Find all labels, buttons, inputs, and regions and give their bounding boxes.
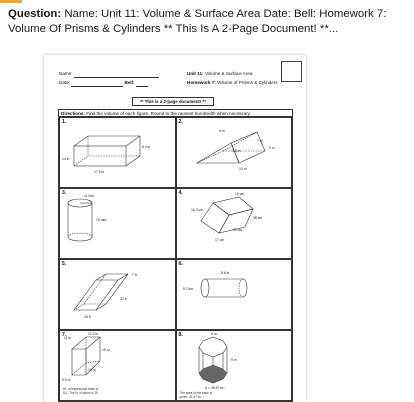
dimension-label: 8.6 in: [220, 271, 229, 275]
problem-number: 5.: [62, 261, 67, 267]
problem-grid: [58, 116, 293, 402]
bell-line: [136, 81, 148, 87]
unit-label: Unit 11:: [187, 71, 204, 76]
dimension-label: 11 mm: [84, 194, 95, 198]
question-prefix: Question:: [8, 8, 62, 20]
date-label: Date:: [59, 80, 70, 85]
problem-number: 6.: [178, 261, 183, 267]
problem-cell: [59, 259, 176, 330]
worksheet-header-right: [187, 69, 278, 87]
dimension-label: 38 cm: [252, 216, 262, 220]
dimension-label: 7 ft: [132, 273, 137, 277]
problem-number: 4.: [178, 190, 183, 196]
dimension-label: 5.2 km: [182, 287, 193, 291]
worksheet-image[interactable]: [44, 55, 306, 402]
figure-caption: Ht. of trapezoidal base is 8.1. The ht of prism is 19: [63, 387, 99, 395]
problem-cell: [176, 330, 293, 401]
horizontal-cylinder-figure: [177, 260, 294, 331]
date-line: [71, 81, 123, 87]
accent-bar: [0, 0, 22, 3]
directions-text: Find the volume of each figure. Round to the nearest hundredth when necessary.: [86, 111, 251, 116]
dimension-label: A = 46.57 m²: [204, 386, 224, 390]
dimension-label: 9 m: [230, 358, 237, 362]
problem-cell: [59, 330, 176, 401]
dimension-label: 15 cm: [234, 192, 244, 196]
dimension-label: 9.5 m: [62, 378, 71, 382]
dimension-label: 16.3 cm: [190, 208, 203, 212]
problem-number: 8.: [178, 332, 183, 338]
problem-cell: [59, 188, 176, 259]
dimension-label: 6.4 in: [142, 145, 151, 149]
problem-cell: [176, 188, 293, 259]
problem-number: 2.: [178, 119, 183, 125]
dimension-label: 10 m: [238, 167, 247, 171]
dimension-label: 5 m: [268, 146, 275, 150]
dimension-label: 11 m: [64, 336, 72, 340]
dimension-label: 19 mm: [96, 218, 107, 222]
problem-number: 1.: [62, 119, 67, 125]
directions-label: Directions:: [61, 111, 85, 116]
figure-caption: The area of the base is given: 41.47 in²: [179, 391, 213, 399]
triangular-prism-figure: [177, 118, 294, 189]
dimension-label: 18 ft: [84, 315, 91, 319]
dimension-label: 20 ft: [120, 297, 127, 301]
dimension-label: 4 m: [210, 332, 217, 336]
question-body: Name: Unit 11: Volume & Surface Area Date: Bell: Homework 7: Volume Of Prisms & Cylinders ** This Is A 2-Page Document! **...: [8, 8, 387, 35]
dimension-label: 3.8 m: [231, 149, 240, 153]
name-label: Name:: [59, 71, 73, 76]
slanted-prism-figure: [60, 260, 177, 331]
bell-label: Bell:: [124, 80, 135, 85]
two-page-note: ** This is a 2-page document! **: [132, 97, 214, 106]
problem-cell: [176, 117, 293, 188]
problem-number: 3.: [62, 190, 67, 196]
cylinder-figure: [60, 189, 177, 260]
dimension-label: 14 in: [62, 157, 70, 161]
dimension-label: 12.3 m: [88, 332, 99, 336]
dimension-label: 7 m: [256, 139, 263, 143]
problem-number: 7.: [62, 332, 67, 338]
dimension-label: 8 m: [218, 129, 225, 133]
question-text: [8, 7, 410, 37]
dimension-label: 17 cm: [214, 238, 224, 242]
rectangular-prism-figure: [60, 118, 177, 189]
worksheet-header-left: [59, 69, 159, 87]
dimension-label: 19 m: [102, 348, 110, 352]
score-box: [281, 61, 302, 82]
homework-label: Homework 7:: [187, 80, 216, 85]
problem-cell: [176, 259, 293, 330]
problem-cell: [59, 117, 176, 188]
dimension-label: 18 m: [88, 368, 96, 372]
dimension-label: 20 cm: [232, 228, 242, 232]
dimension-label: 17.5 in: [94, 170, 105, 174]
trapezoidal-prism-figure: [177, 189, 294, 260]
unit-title: Volume & Surface Area: [204, 71, 253, 76]
homework-title: Volume of Prisms & Cylinders: [217, 80, 278, 85]
